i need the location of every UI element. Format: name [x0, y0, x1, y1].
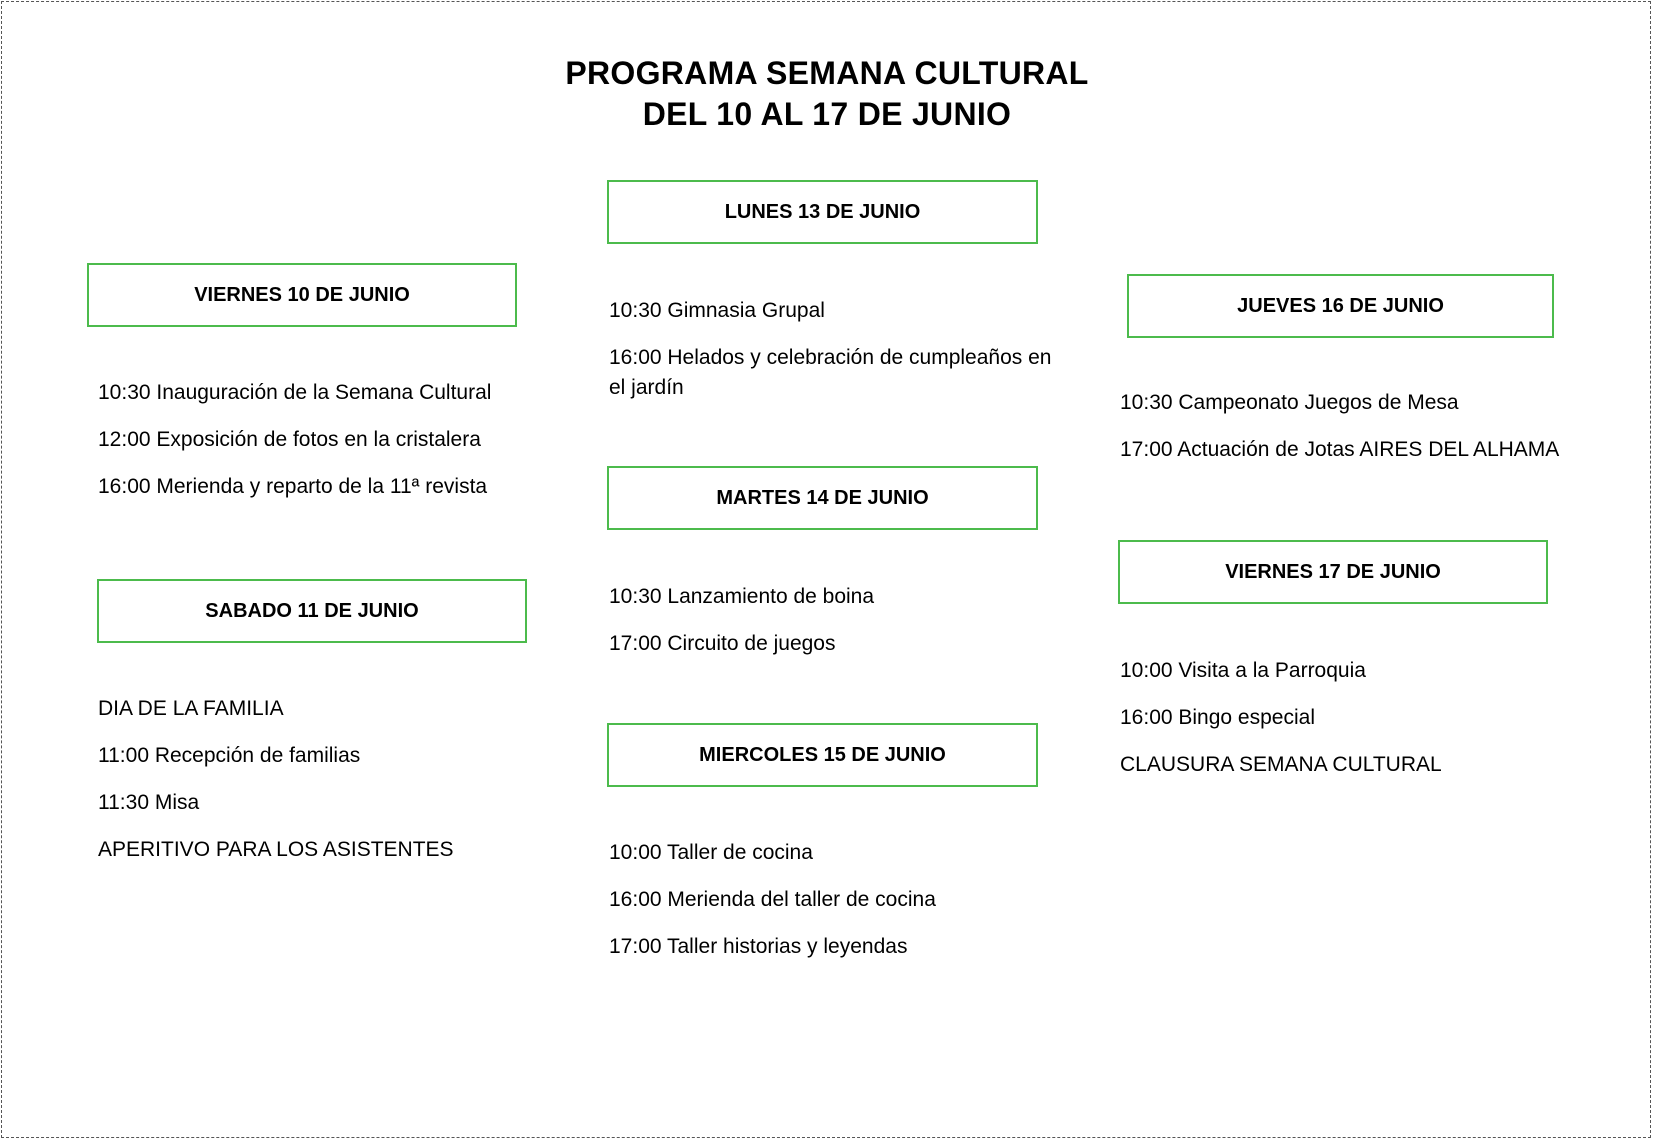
- event-item: 16:00 Merienda del taller de cocina: [609, 888, 936, 911]
- event-item: 16:00 Bingo especial: [1120, 706, 1315, 729]
- day-heading-jueves-16: JUEVES 16 DE JUNIO: [1127, 274, 1554, 338]
- event-item: APERITIVO PARA LOS ASISTENTES: [98, 838, 454, 861]
- event-item: 10:30 Campeonato Juegos de Mesa: [1120, 391, 1459, 414]
- day-heading-viernes-10: VIERNES 10 DE JUNIO: [87, 263, 517, 327]
- day-heading-sabado-11: SABADO 11 DE JUNIO: [97, 579, 527, 643]
- event-item: DIA DE LA FAMILIA: [98, 697, 284, 720]
- event-item: 10:30 Lanzamiento de boina: [609, 585, 875, 608]
- event-item: CLAUSURA SEMANA CULTURAL: [1120, 753, 1442, 776]
- day-heading-miercoles-15: MIERCOLES 15 DE JUNIO: [607, 723, 1038, 787]
- event-item: 12:00 Exposición de fotos en la cristalera: [98, 428, 481, 451]
- day-heading-lunes-13: LUNES 13 DE JUNIO: [607, 180, 1038, 244]
- event-item: 11:30 Misa: [98, 791, 200, 814]
- event-item: 10:00 Taller de cocina: [609, 841, 813, 864]
- page-title-line-1: PROGRAMA SEMANA CULTURAL: [565, 55, 1089, 91]
- event-item: 10:30 Gimnasia Grupal: [609, 299, 825, 322]
- event-item: 17:00 Actuación de Jotas AIRES DEL ALHAMA: [1120, 438, 1560, 461]
- event-item: 10:30 Inauguración de la Semana Cultural: [98, 381, 492, 404]
- event-item: 17:00 Taller historias y leyendas: [609, 935, 908, 958]
- page-title-line-2: DEL 10 AL 17 DE JUNIO: [642, 96, 1012, 132]
- day-heading-viernes-17: VIERNES 17 DE JUNIO: [1118, 540, 1548, 604]
- event-item: 16:00 Helados y celebración de cumpleaños en el jardín: [609, 346, 1052, 399]
- event-item: 11:00 Recepción de familias: [98, 744, 361, 767]
- event-item: 10:00 Visita a la Parroquia: [1120, 659, 1366, 682]
- day-heading-martes-14: MARTES 14 DE JUNIO: [607, 466, 1038, 530]
- event-item: 17:00 Circuito de juegos: [609, 632, 836, 655]
- event-item: 16:00 Merienda y reparto de la 11ª revista: [98, 475, 488, 498]
